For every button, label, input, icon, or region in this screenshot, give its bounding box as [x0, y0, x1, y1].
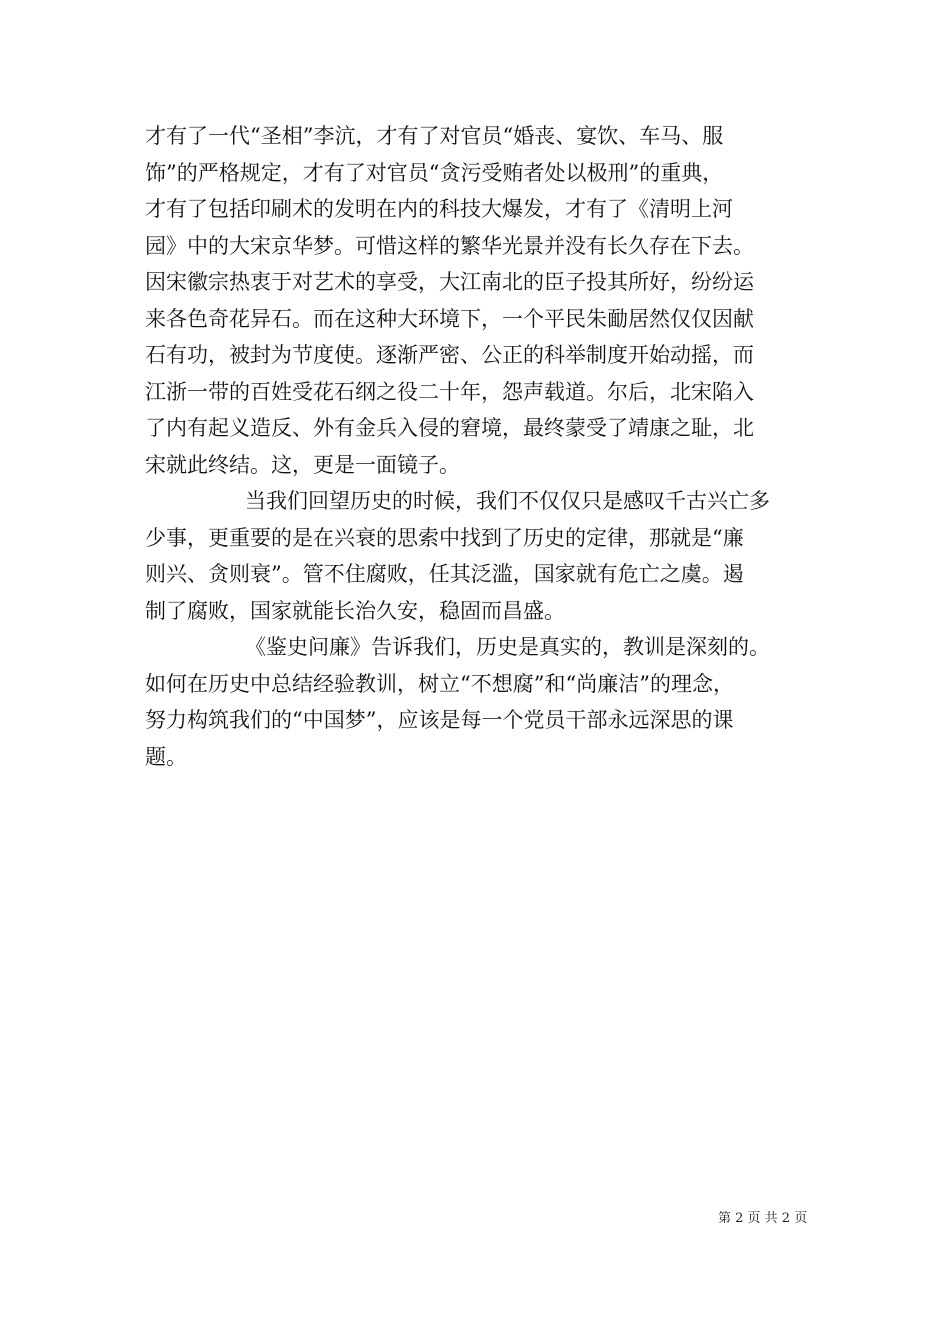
text-line: 石有功，被封为节度使。逐渐严密、公正的科举制度开始动摇，而 [145, 343, 754, 367]
text-line: 则兴、贪则衰”。管不住腐败，任其泛滥，国家就有危亡之虞。遏 [145, 562, 744, 586]
text-line: 少事，更重要的是在兴衰的思索中找到了历史的定律，那就是“廉 [145, 525, 744, 550]
paragraph-start-line: 当我们回望历史的时候，我们不仅仅只是感叹千古兴亡多 [245, 489, 770, 513]
text-line: 来各色奇花异石。而在这种大环境下，一个平民朱勔居然仅仅因献 [145, 306, 754, 331]
paragraph-start-line: 《鉴史问廉》告诉我们，历史是真实的，教训是深刻的。 [245, 635, 770, 659]
text-line: 才有了包括印刷术的发明在内的科技大爆发，才有了《清明上河 [145, 197, 733, 221]
text-line: 因宋徽宗热衷于对艺术的享受，大江南北的臣子投其所好，纷纷运 [145, 270, 754, 294]
text-line: 题。 [145, 744, 187, 769]
text-line: 宋就此终结。这，更是一面镜子。 [145, 452, 460, 477]
text-line: 才有了一代“圣相”李沆，才有了对官员“婚丧、宴饮、车马、服 [145, 124, 724, 148]
text-line: 饰”的严格规定，才有了对官员“贪污受贿者处以极刑”的重典， [145, 160, 724, 185]
text-line: 制了腐败，国家就能长治久安，稳固而昌盛。 [145, 598, 565, 623]
document-body [145, 118, 810, 775]
page-number-footer: 第 2 页 共 2 页 [718, 1211, 808, 1226]
text-line: 如何在历史中总结经验教训，树立“不想腐”和“尚廉洁”的理念， [145, 671, 734, 696]
text-line: 园》中的大宋京华梦。可惜这样的繁华光景并没有长久存在下去。 [145, 233, 754, 258]
text-line: 了内有起义造反、外有金兵入侵的窘境，最终蒙受了靖康之耻，北 [145, 416, 754, 440]
text-line: 江浙一带的百姓受花石纲之役二十年，怨声载道。尔后，北宋陷入 [145, 379, 754, 404]
text-line: 努力构筑我们的“中国梦”，应该是每一个党员干部永远深思的课 [145, 708, 734, 732]
